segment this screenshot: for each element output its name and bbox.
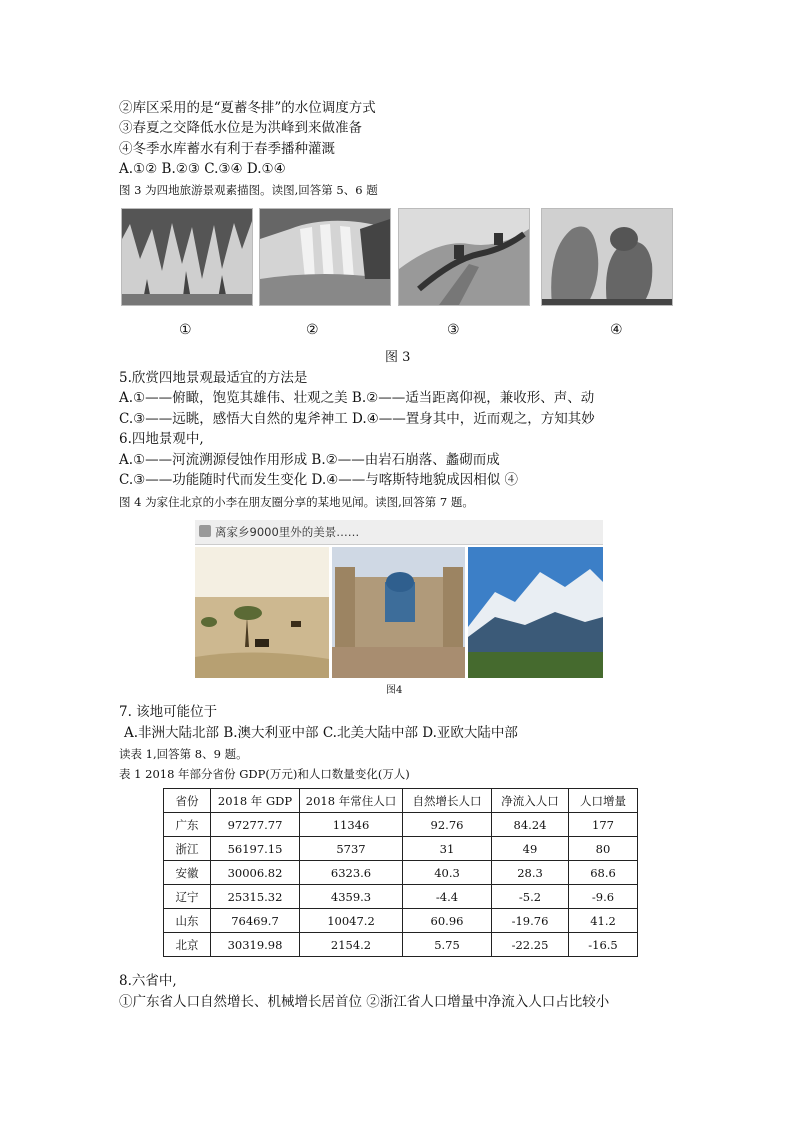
col-header-natural-growth: 自然增长人口 (403, 789, 492, 813)
table-cell: 76469.7 (211, 909, 300, 933)
fig3-caption: 图 3 (385, 350, 411, 365)
table-cell: 49 (492, 837, 569, 861)
option-line-4: ④冬季水库蓄水有利于春季播种灌溉 (119, 141, 335, 157)
answer-choices: A.①② B.②③ C.③④ D.①④ (119, 161, 286, 177)
q7-stem: 7. 该地可能位于 (119, 704, 218, 720)
fig3-label-3: ③ (447, 322, 460, 338)
desert-photo (195, 547, 329, 678)
fig4-post-header (195, 520, 603, 545)
table-cell: -9.6 (569, 885, 638, 909)
table-cell: 177 (569, 813, 638, 837)
table-cell: 11346 (300, 813, 403, 837)
fig4-social-post-image (195, 520, 603, 678)
table-cell: 56197.15 (211, 837, 300, 861)
table-row (164, 933, 638, 957)
q6-options-cd: C.③——功能随时代而发生变化 D.④——与喀斯特地貌成因相似 ④ (119, 472, 519, 488)
sketch-rock-formation-image (541, 208, 673, 306)
sketch-great-wall-image (398, 208, 530, 306)
table-cell: -4.4 (403, 885, 492, 909)
table-cell: 辽宁 (164, 885, 211, 909)
table-row (164, 885, 638, 909)
table-cell: 10047.2 (300, 909, 403, 933)
col-header-resident-pop: 2018 年常住人口 (300, 789, 403, 813)
option-line-3: ③春夏之交降低水位是为洪峰到来做准备 (119, 120, 362, 136)
table-cell: 2154.2 (300, 933, 403, 957)
q7-options: A.非洲大陆北部 B.澳大利亚中部 C.北美大陆中部 D.亚欧大陆中部 (124, 725, 518, 741)
sketch-cave-image (121, 208, 253, 306)
fig3-label-2: ② (306, 322, 319, 338)
fig3-label-1: ① (179, 322, 192, 338)
table-cell: 4359.3 (300, 885, 403, 909)
table-cell: 山东 (164, 909, 211, 933)
table-cell: 97277.77 (211, 813, 300, 837)
fig3-intro: 图 3 为四地旅游景观素描图。读图,回答第 5、6 题 (119, 183, 378, 197)
fig3-label-4: ④ (610, 322, 623, 338)
q6-options-ab: A.①——河流溯源侵蚀作用形成 B.②——由岩石崩落、蠡砌而成 (119, 452, 500, 468)
table-row (164, 909, 638, 933)
sketch-waterfall-image (259, 208, 391, 306)
table-cell: -5.2 (492, 885, 569, 909)
col-header-pop-increase: 人口增量 (569, 789, 638, 813)
table-cell: 30319.98 (211, 933, 300, 957)
table-cell: 40.3 (403, 861, 492, 885)
table-cell: 5.75 (403, 933, 492, 957)
table-row (164, 861, 638, 885)
option-line-2: ②库区采用的是“夏蓄冬排”的水位调度方式 (119, 100, 376, 116)
population-gdp-table (163, 788, 638, 957)
table-cell: -19.76 (492, 909, 569, 933)
table-row (164, 813, 638, 837)
table-cell: 25315.32 (211, 885, 300, 909)
table-cell: 安徽 (164, 861, 211, 885)
table-cell: 92.76 (403, 813, 492, 837)
q5-options-ab: A.①——俯瞰，饱览其雄伟、壮观之美 B.②——适当距离仰视，兼收形、声、动 (119, 390, 595, 406)
table-cell: 28.3 (492, 861, 569, 885)
table-intro: 读表 1,回答第 8、9 题。 (119, 747, 248, 761)
table-cell: 80 (569, 837, 638, 861)
fig4-header-text: 离家乡9000里外的美景…… (215, 525, 360, 539)
table-cell: 31 (403, 837, 492, 861)
q6-stem: 6.四地景观中, (119, 431, 204, 447)
table-row (164, 837, 638, 861)
table-cell: 浙江 (164, 837, 211, 861)
table-cell: 41.2 (569, 909, 638, 933)
table-header-row (164, 789, 638, 813)
mountain-photo (468, 547, 603, 678)
table-cell: 84.24 (492, 813, 569, 837)
table-cell: 6323.6 (300, 861, 403, 885)
table-cell: 68.6 (569, 861, 638, 885)
fig4-caption: 图4 (386, 685, 403, 696)
fig4-intro: 图 4 为家住北京的小李在朋友圈分享的某地见闻。读图,回答第 7 题。 (119, 495, 474, 509)
table-cell: -16.5 (569, 933, 638, 957)
table-cell: 60.96 (403, 909, 492, 933)
col-header-net-inflow: 净流入人口 (492, 789, 569, 813)
table-title: 表 1 2018 年部分省份 GDP(万元)和人口数量变化(万人) (119, 767, 410, 781)
table-cell: 北京 (164, 933, 211, 957)
avatar (199, 525, 211, 537)
q5-options-cd: C.③——远眺，感悟大自然的鬼斧神工 D.④——置身其中，近而观之，方知其妙 (119, 411, 595, 427)
table-cell: 广东 (164, 813, 211, 837)
col-header-gdp: 2018 年 GDP (211, 789, 300, 813)
q5-stem: 5.欣赏四地景观最适宜的方法是 (119, 370, 308, 386)
table-cell: 5737 (300, 837, 403, 861)
table-cell: -22.25 (492, 933, 569, 957)
q8-statements: ①广东省人口自然增长、机械增长居首位 ②浙江省人口增量中净流入人口占比较小 (119, 994, 610, 1010)
col-header-province: 省份 (164, 789, 211, 813)
table-cell: 30006.82 (211, 861, 300, 885)
mosque-photo (332, 547, 465, 678)
q8-stem: 8.六省中, (119, 973, 177, 989)
